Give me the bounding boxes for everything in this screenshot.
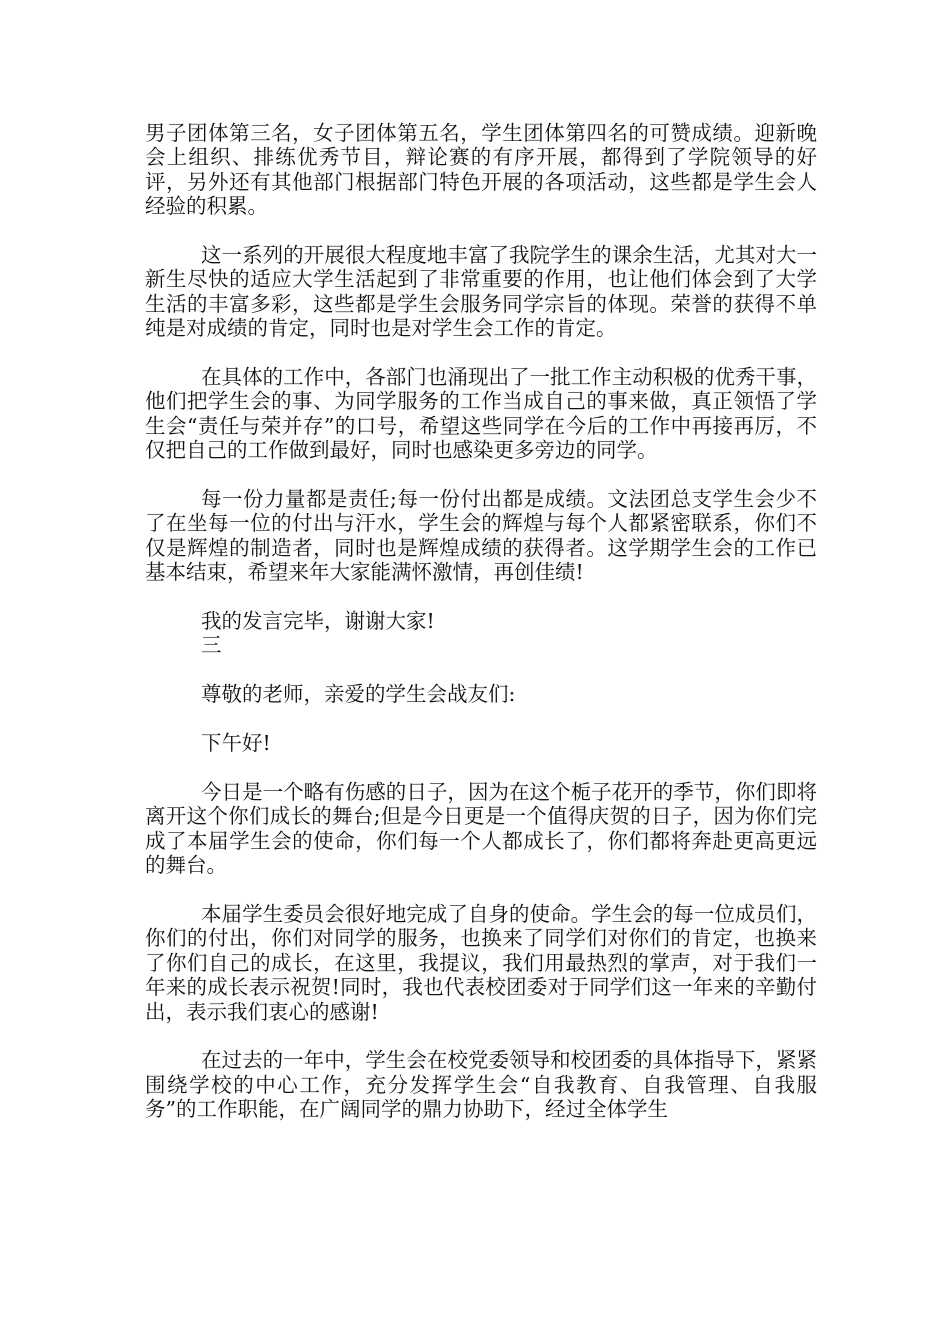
greeting: 下午好!	[201, 731, 271, 756]
paragraph-sports-results: 男子团体第三名，女子团体第五名，学生团体第四名的可赞成绩。迎新晚会上组织、排练优秀节目，辩论赛的有序开展，都得到了学院领导的好评，另外还有其他部门根据部门特色开展的各项活动，这些都是学生会人经验的积累。	[145, 121, 817, 219]
salutation: 尊敬的老师，亲爱的学生会战友们:	[201, 682, 516, 707]
paragraph-committee-mission: 本届学生委员会很好地完成了自身的使命。学生会的每一位成员们，你们的付出，你们对同学的服务，也换来了同学们对你们的肯定，也换来了你们自己的成长，在这里，我提议，我们用最热烈的掌声，对于我们一年来的成长表示祝贺!同时，我也代表校团委对于同学们这一年来的辛勤付出，表示我们衷心的感谢!	[145, 901, 817, 1024]
paragraph-closing-remark: 我的发言完毕，谢谢大家!	[201, 609, 435, 634]
paragraph-responsibility: 每一份力量都是责任;每一份付出都是成绩。文法团总支学生会少不了在坐每一位的付出与汗水，学生会的辉煌与每个人都紧密联系，你们不仅是辉煌的制造者，同时也是辉煌成绩的获得者。这学期学生会的工作已基本结束，希望来年大家能满怀激情，再创佳绩!	[145, 487, 817, 585]
paragraph-farewell-day: 今日是一个略有伤感的日子，因为在这个栀子花开的季节，你们即将离开这个你们成长的舞台;但是今日更是一个值得庆贺的日子，因为你们完成了本届学生会的使命，你们每一个人都成长了，你们都将奔赴更高更远的舞台。	[145, 779, 817, 878]
document-page	[145, 121, 817, 1122]
paragraph-activities-impact: 这一系列的开展很大程度地丰富了我院学生的课余生活，尤其对大一新生尽快的适应大学生活起到了非常重要的作用，也让他们体会到了大学生活的丰富多彩，这些都是学生会服务同学宗旨的体现。荣誉的获得不单纯是对成绩的肯定，同时也是对学生会工作的肯定。	[145, 243, 817, 341]
paragraph-past-year: 在过去的一年中，学生会在校党委领导和校团委的具体指导下，紧紧围绕学校的中心工作，充分发挥学生会“自我教育、自我管理、自我服务”的工作职能，在广阔同学的鼎力协助下，经过全体学生	[145, 1048, 817, 1122]
section-number-three: 三	[201, 633, 222, 658]
paragraph-outstanding-staff: 在具体的工作中，各部门也涌现出了一批工作主动积极的优秀干事，他们把学生会的事、为同学服务的工作当成自己的事来做，真正领悟了学生会“责任与荣并存”的口号，希望这些同学在今后的工作中再接再厉，不仅把自己的工作做到最好，同时也感染更多旁边的同学。	[145, 365, 817, 463]
